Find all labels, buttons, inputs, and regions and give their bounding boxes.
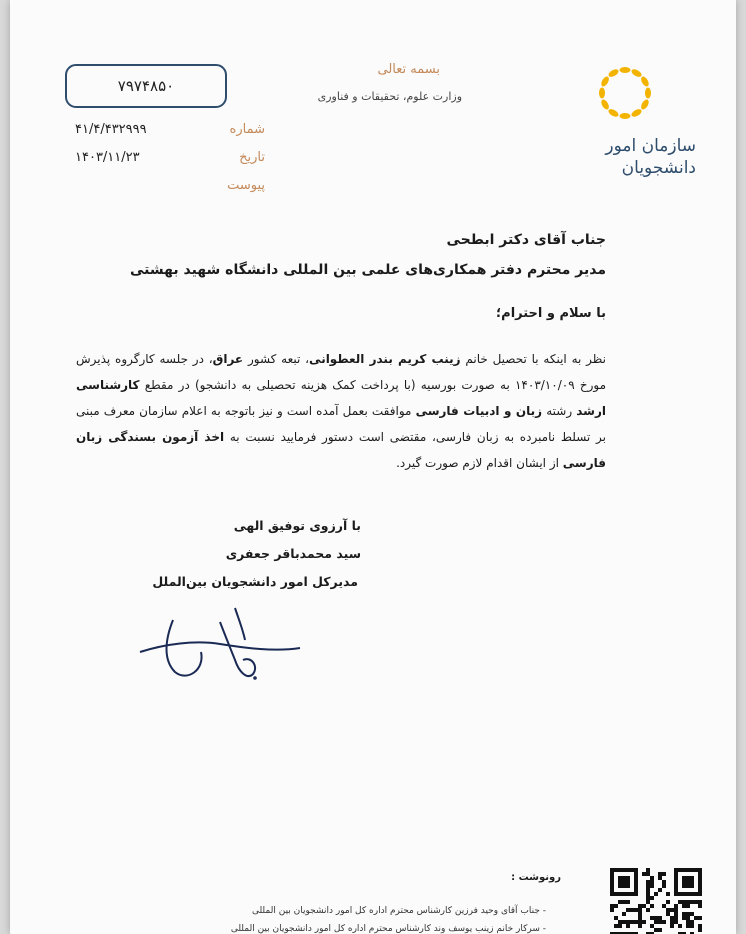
closing-wish: با آرزوی توفیق الهی [233,518,361,533]
logo-petal [640,98,651,111]
letter-date-row [75,150,265,170]
greeting: با سلام و احترام؛ [495,306,606,321]
org-name-line1: سازمان امور [605,136,696,156]
bismillah: بسمه تعالی [377,62,440,77]
org-name-line2: دانشجویان [621,158,696,178]
date-value: ۱۴۰۳/۱۱/۲۳ [75,150,140,165]
attachment-label: پیوست [227,178,265,193]
letter-page [10,0,736,934]
logo-petal [630,68,643,79]
cc-label: رونوشت : [511,872,561,883]
logo-petal [630,108,643,119]
ministry-name: وزارت علوم، تحقیقات و فناوری [317,90,462,103]
body-text-4: رشته [542,404,577,418]
logo-petal [599,88,605,99]
qr-code-icon [610,868,702,934]
number-label: شماره [229,122,265,137]
body-text-3: ، در جلسه کارگروه پذیرش مورخ ۱۴۰۳/۱۰/۰۹ به صورت بورسیه (با پرداخت کمک هزینه تحصیلی به دانشجو) در مقطع [76,352,606,392]
number-value: ۴۱/۴/۴۳۲۹۹۹ [75,122,147,137]
attachment-row [75,178,265,198]
signer-title: مدیرکل امور دانشجویان بین‌الملل [152,574,358,589]
student-name: زینب کریم بندر العطوانی [309,352,461,366]
exam: اخذ آزمون بسندگی زبان فارسی [76,430,606,470]
logo-petal [645,88,651,99]
major: زبان و ادبیات فارسی [415,404,543,418]
body-text-5: موافقت بعمل آمده است و نیز باتوجه به اعلام سازمان معرف مبنی بر تسلط نامبرده به زبان فارسی، مقتضی است دستور فرمایید نسبت به [76,404,606,444]
body-text-6: از ایشان اقدام لازم صورت گیرد. [396,456,563,470]
addressee-title: مدیر محترم دفتر همکاری‌های علمی بین المللی دانشگاه شهید بهشتی [130,262,606,278]
addressee-name: جناب آقای دکتر ابطحی [446,232,606,248]
country: عراق [212,352,244,366]
handwritten-signature [135,600,305,690]
org-name [566,135,696,179]
serial-number: ۷۹۷۴۸۵۰ [117,77,175,95]
cc-recipient-1: - جناب آقای وحید فرزین کارشناس محترم اداره کل امور دانشجویان بین المللی [251,906,546,916]
date-label: تاریخ [239,150,265,165]
body-text-2: ، تبعه کشور [243,352,310,366]
body-text-1: نظر به اینکه با تحصیل خانم [460,352,606,366]
logo-petal [640,75,651,88]
logo-petal [600,98,611,111]
logo-petal [607,108,620,119]
serial-number-box [65,64,227,108]
org-logo-icon [585,60,665,126]
letter-body [76,346,606,476]
signer-name: سید محمدباقر جعفری [225,546,361,561]
logo-petal [620,113,631,119]
degree: کارشناسی ارشد [76,378,606,418]
logo-petal [607,68,620,79]
logo-petal [620,67,631,73]
logo-petal [600,75,611,88]
cc-recipient-2: - سرکار خانم زینب یوسف وند کارشناس محترم اداره کل امور دانشجویان بین المللی [230,924,546,934]
letter-number-row [75,122,265,142]
